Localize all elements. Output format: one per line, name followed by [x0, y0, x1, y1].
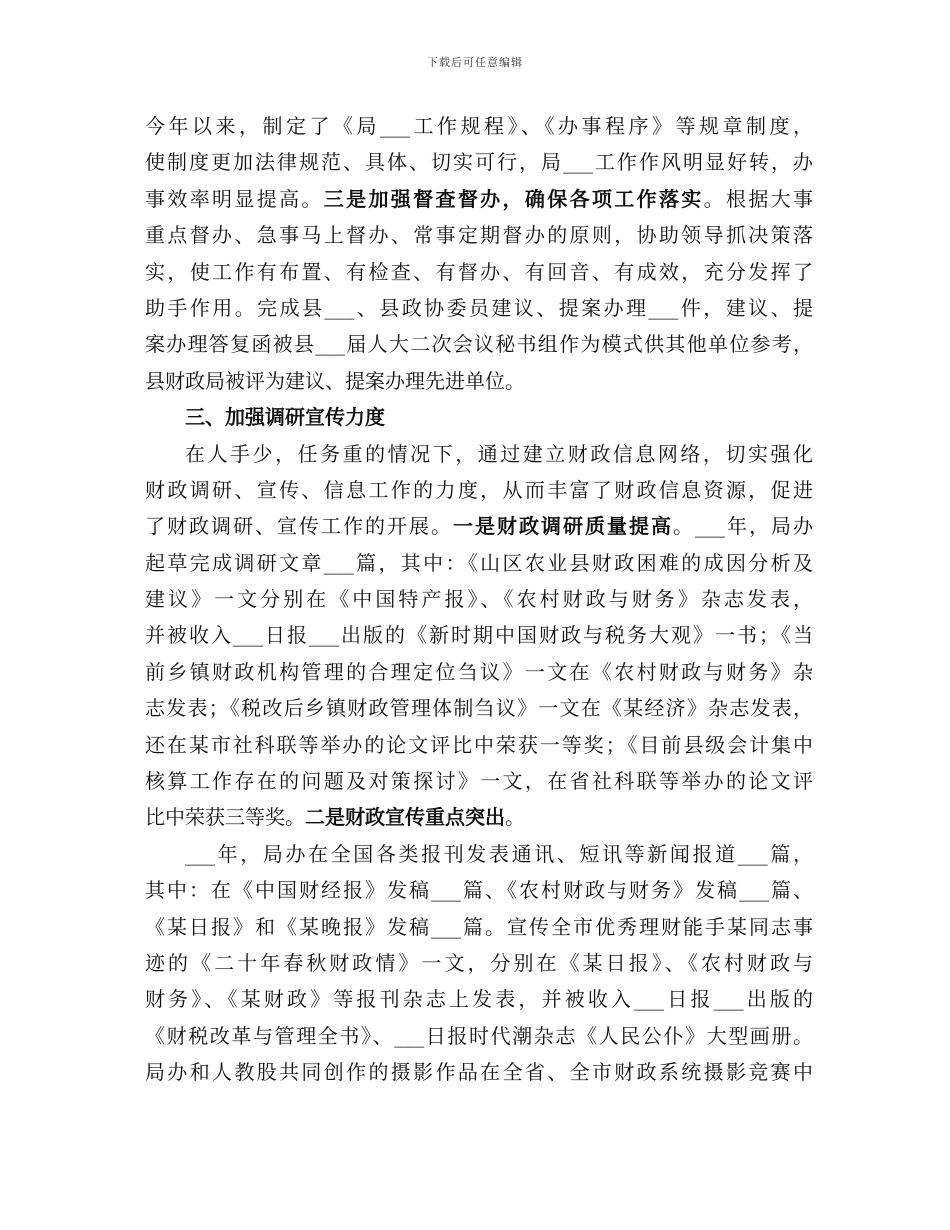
text-segment: 志发表；《税改后乡镇财政管理体制刍议》一文在《某经济》杂志发表， — [145, 696, 813, 721]
text-line — [145, 654, 813, 690]
text-line — [145, 508, 813, 544]
text-line — [145, 181, 813, 217]
text-segment: 在人手少，任务重的情况下，通过建立财政信息网络，切实强化 — [185, 441, 813, 466]
text-segment: 建议》一文分别在《中国特产报》、《农村财政与财务》杂志发表， — [145, 587, 813, 612]
text-segment: 《财税改革与管理全书》、___日报时代潮杂志《人民公仆》大型画册。 — [145, 1023, 813, 1048]
text-segment: 核算工作存在的问题及对策探讨》一文，在省社科联等举办的论文评 — [145, 769, 813, 794]
text-segment: 《某日报》和《某晚报》发稿___篇。宣传全市优秀理财能手某同志事 — [145, 914, 813, 939]
text-segment: 其中：在《中国财经报》发稿___篇、《农村财政与财务》发稿___篇、 — [145, 878, 813, 903]
text-line — [145, 945, 813, 981]
document-body — [145, 108, 813, 1091]
text-segment: 实，使工作有布置、有检查、有督办、有回音、有成效，充分发挥了 — [145, 259, 813, 284]
text-line — [145, 617, 813, 653]
bold-text-segment: 三、加强调研宣传力度 — [185, 405, 385, 430]
text-segment: 。 — [505, 805, 525, 830]
text-line — [145, 981, 813, 1017]
text-line — [145, 399, 813, 435]
text-line — [145, 909, 813, 945]
text-segment: ___年，局办在全国各类报刊发表通讯、短讯等新闻报道___篇， — [185, 841, 813, 866]
text-segment: 。___年，局办 — [673, 514, 813, 539]
text-segment: 财务》、《某财政》等报刊杂志上发表，并被收入___日报___出版的 — [145, 987, 813, 1012]
text-line — [145, 108, 813, 144]
bold-text-segment: 二是财政宣传重点突出 — [305, 805, 505, 830]
text-line — [145, 472, 813, 508]
text-segment: 。根据大事 — [703, 186, 813, 211]
text-line — [145, 763, 813, 799]
text-line — [145, 436, 813, 472]
text-line — [145, 290, 813, 326]
text-line — [145, 836, 813, 872]
text-segment: 今年以来，制定了《局___工作规程》、《办事程序》等规章制度， — [145, 114, 813, 138]
text-line — [145, 690, 813, 726]
text-segment: 使制度更加法律规范、具体、切实可行，局___工作作风明显好转，办 — [145, 150, 813, 175]
text-line — [145, 363, 813, 399]
text-segment: 迹的《二十年春秋财政情》一文，分别在《某日报》、《农村财政与 — [145, 950, 813, 975]
text-segment: 前乡镇财政机构管理的合理定位刍议》一文在《农村财政与财务》杂 — [145, 659, 813, 684]
text-line — [145, 545, 813, 581]
text-segment: 起草完成调研文章___篇，其中：《山区农业县财政困难的成因分析及 — [145, 550, 813, 575]
text-segment: 助手作用。完成县___、县政协委员建议、提案办理___件，建议、提 — [145, 295, 813, 320]
text-line — [145, 144, 813, 180]
text-line — [145, 326, 813, 362]
text-segment: 比中荣获三等奖。 — [145, 805, 305, 830]
text-segment: 局办和人教股共同创作的摄影作品在全省、全市财政系统摄影竞赛中 — [145, 1060, 813, 1085]
text-line — [145, 217, 813, 253]
text-line — [145, 581, 813, 617]
text-line — [145, 1054, 813, 1090]
text-line — [145, 799, 813, 835]
text-segment: 财政调研、宣传、信息工作的力度，从而丰富了财政信息资源，促进 — [145, 477, 813, 502]
text-segment: 重点督办、急事马上督办、常事定期督办的原则，协助领导抓决策落 — [145, 223, 813, 248]
text-line — [145, 727, 813, 763]
text-line — [145, 1018, 813, 1054]
page-header: 下载后可任意编辑 — [427, 56, 523, 69]
text-segment: 案办理答复函被县___届人大二次会议秘书组作为模式供其他单位参考， — [145, 332, 813, 357]
bold-text-segment: 一是财政调研质量提高 — [453, 514, 673, 539]
text-line — [145, 872, 813, 908]
text-segment: 县财政局被评为建议、提案办理先进单位。 — [145, 368, 525, 393]
text-segment: 还在某市社科联等举办的论文评比中荣获一等奖；《目前县级会计集中 — [145, 732, 813, 757]
text-segment: 事效率明显提高。 — [145, 186, 324, 211]
text-line — [145, 254, 813, 290]
bold-text-segment: 三是加强督查督办，确保各项工作落实 — [323, 186, 704, 211]
text-segment: 并被收入___日报___出版的《新时期中国财政与税务大观》一书；《当 — [145, 623, 813, 648]
text-segment: 了财政调研、宣传工作的开展。 — [145, 514, 453, 539]
